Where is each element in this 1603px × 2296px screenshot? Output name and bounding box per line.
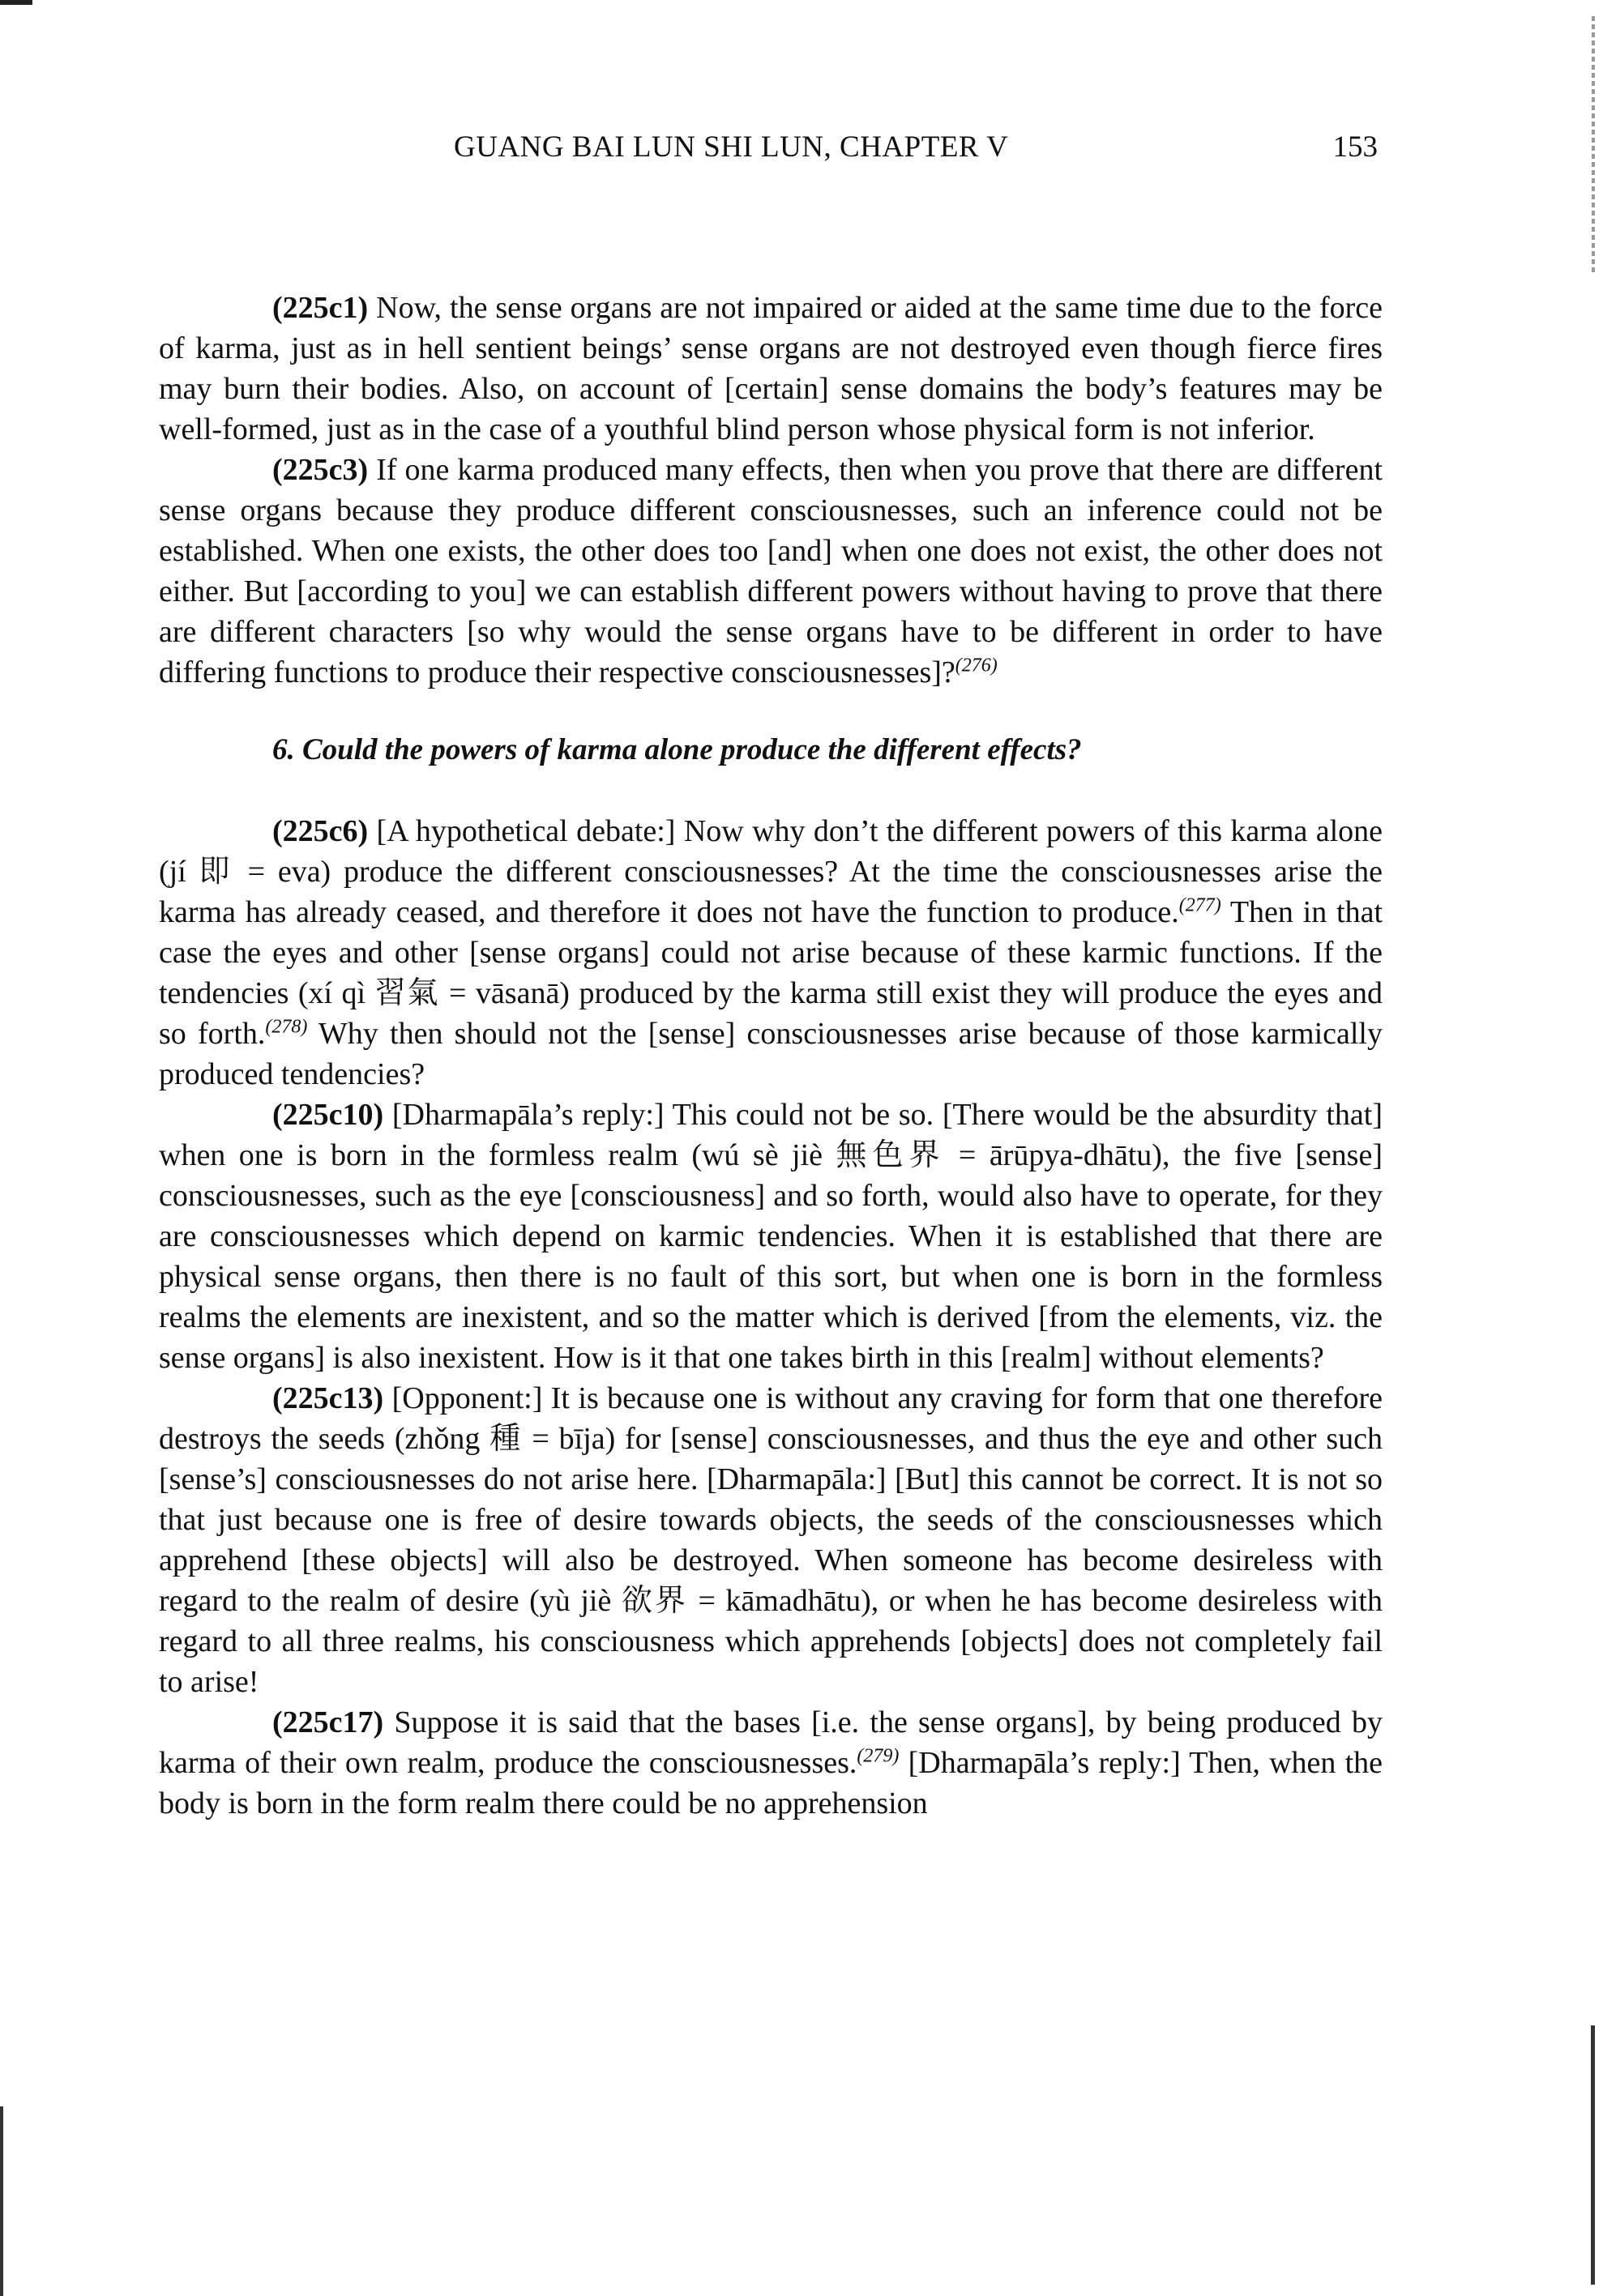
paragraph-text: If one karma produced many effects, then when you prove that there are different sense organs because they produce different consciousnesses, such an inference could not be established. When one exists, the other does too [and] when one does not exist, the other does not either. But [according to you] we can establish different powers without having to prove that there are different characters [so why would the sense organs have to be different in order to have differing functions to produce their respective consciousnesses]?: [159, 453, 1383, 689]
page-number: 153: [1332, 130, 1378, 164]
footnote-ref: (276): [955, 655, 998, 676]
paragraph-text: [A hypothetical debate:] Now why don’t the different powers of this karma alone (jí 即 = eva) produce the different consciousnesses? At the time the consciousnesses arise the karma has already ceased, and therefore it does not have the function to produce.: [159, 814, 1383, 929]
paragraph-225c17: [159, 1702, 1383, 1824]
scan-edge-mark: [0, 2106, 3, 2296]
paragraph-225c13: [159, 1378, 1383, 1702]
paragraph-ref: (225c6): [272, 814, 369, 848]
paragraph-ref: (225c17): [272, 1705, 384, 1739]
paragraph-text: Why then should not the [sense] consciousnesses arise because of those karmically produced tendencies?: [159, 1017, 1383, 1091]
paragraph-225c6: [159, 811, 1383, 1095]
running-title: GUANG BAI LUN SHI LUN, CHAPTER V: [454, 130, 1009, 164]
paragraph-text: [Opponent:] It is because one is without any craving for form that one therefore destroys the seeds (zhǒng 種 = bīja) for [sense] consciousnesses, and thus the eye and other such [sense’s] consciousnesses do not arise here. [Dharmapāla:] [But] this cannot be correct. It is not so that just because one is free of desire towards objects, the seeds of the consciousnesses which apprehend [these objects] will also be destroyed. When someone has become desireless with regard to the realm of desire (yù jiè 欲界 = kāmadhātu), or when he has become desireless with regard to all three realms, his consciousness which apprehends [objects] does not completely fail to arise!: [159, 1381, 1383, 1699]
paragraph-ref: (225c3): [272, 453, 369, 487]
page-header: [162, 130, 1378, 178]
scan-corner-mark: [0, 0, 32, 5]
section-heading: 6. Could the powers of karma alone produce the different effects?: [272, 733, 1082, 766]
paragraph-text: Then in that case the eyes and other [sense organs] could not arise because of these karmic functions. If the tendencies (xí qì 習氣 = vāsanā) produced by the karma still exist they will produce the eyes and so forth.: [159, 895, 1383, 1051]
footnote-ref: (279): [857, 1745, 900, 1767]
footnote-ref: (277): [1178, 894, 1221, 916]
paragraph-ref: (225c1): [272, 291, 369, 325]
paragraph-225c3: [159, 450, 1383, 693]
paragraph-text: [Dharmapāla’s reply:] Then, when the body is born in the form realm there could be no apprehension: [159, 1746, 1383, 1820]
paragraph-ref: (225c13): [272, 1381, 384, 1415]
scan-edge-mark: [1591, 2025, 1595, 2285]
paragraph-text: [Dharmapāla’s reply:] This could not be so. [There would be the absurdity that] when one is born in the formless realm (wú sè jiè 無色界 = ārūpya-dhātu), the five [sense] consciousnesses, such as the eye [consciousness] and so forth, would also have to operate, for they are consciousnesses which depend on karmic tendencies. When it is established that there are physical sense organs, then there is no fault of this sort, but when one is born in the formless realms the elements are inexistent, and so the matter which is derived [from the elements, viz. the sense organs] is also inexistent. How is it that one takes birth in this [realm] without elements?: [159, 1098, 1383, 1375]
paragraph-ref: (225c10): [272, 1098, 384, 1132]
body-text: [159, 288, 1383, 1824]
footnote-ref: (278): [265, 1016, 308, 1038]
scan-edge-mark: [1592, 16, 1595, 275]
paragraph-225c10: [159, 1095, 1383, 1378]
paragraph-text: Suppose it is said that the bases [i.e. the sense organs], by being produced by karma of their own realm, produce the consciousnesses.: [159, 1705, 1383, 1780]
paragraph-225c1: [159, 288, 1383, 450]
paragraph-text: Now, the sense organs are not impaired or aided at the same time due to the force of karma, just as in hell sentient beings’ sense organs are not destroyed even though fierce fires may burn their bodies. Also, on account of [certain] sense domains the body’s features may be well-formed, just as in the case of a youthful blind person whose physical form is not inferior.: [159, 291, 1383, 446]
